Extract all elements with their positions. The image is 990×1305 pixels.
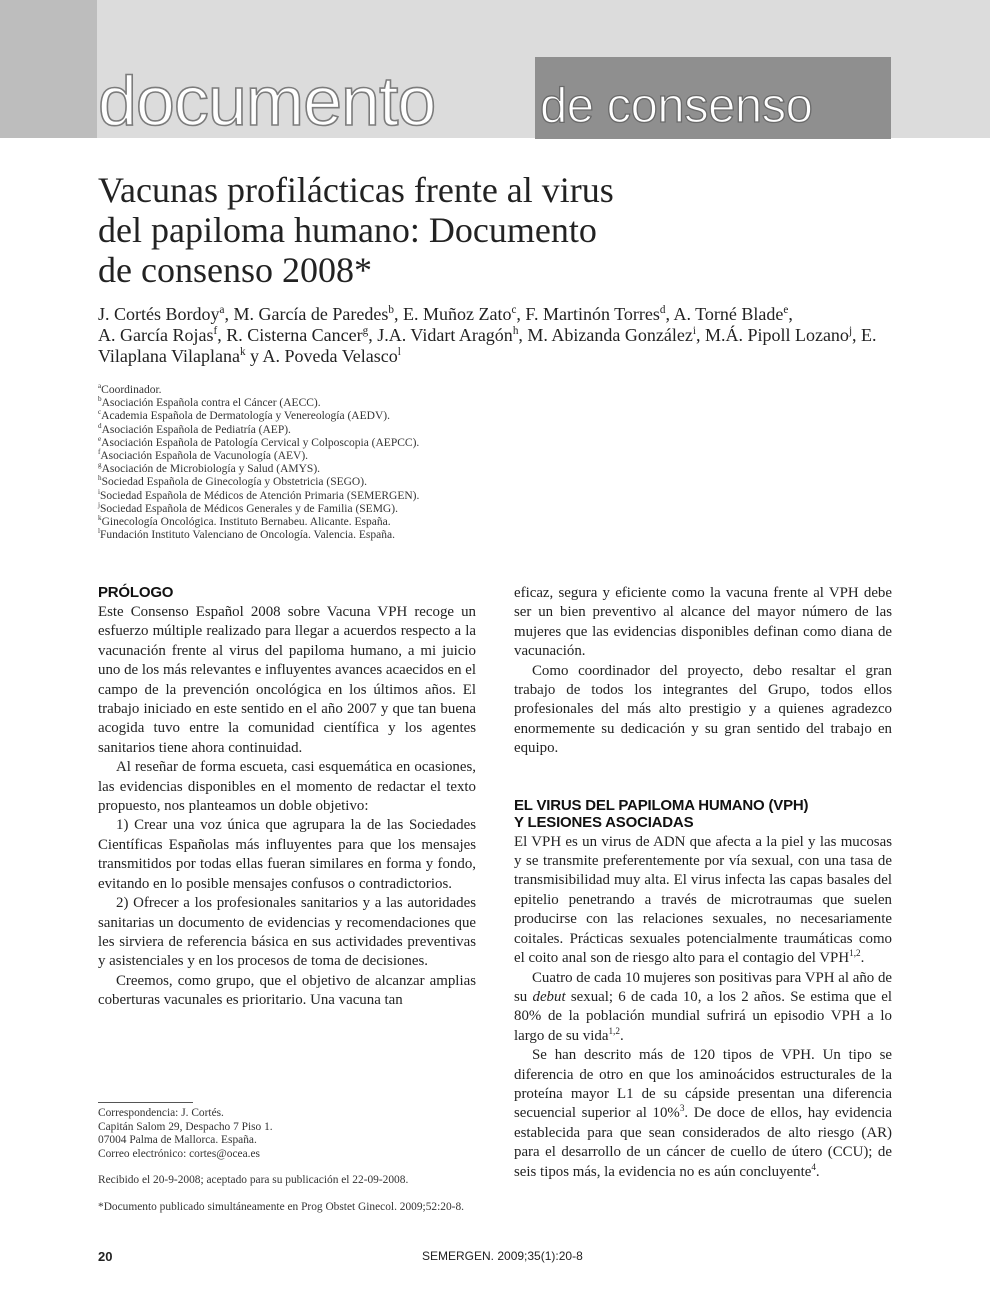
paragraph: Cuatro de cada 10 mujeres son positivas para VPH al año de su debut sexual; 6 de cada 10, a los 2 años. Se estima que el 80% de la población mundial sufrirá un episodio VPH a lo largo de su vida$^{1,2}$. [514, 969, 892, 1044]
author: J.A. Vidart Aragón [377, 325, 513, 345]
paragraph: eficaz, segura y eficiente como la vacuna frente al VPH debe ser un bien preventivo al alcance del mayor número de las mujeres que las evidencias disponibles definan como diana de vacunación. [514, 585, 892, 660]
paragraph: Creemos, como grupo, que el objetivo de alcanzar amplias coberturas vacunales es prioritario. Una vacuna tan [98, 972, 476, 1009]
paragraph: Este Consenso Español 2008 sobre Vacuna VPH recoge un esfuerzo múltiple realizado para llegar a acuerdos respecto a la vacunación frente al virus del papiloma humano, a mi juicio uno de los más relevantes e influyentes avances acaecidos en el campo de la prevención oncológica en los últimos años. El trabajo iniciado en este sentido en el año 2007 y que tan buena acogida tuvo entre la comunidad científica y los agentes sanitarios tiene ahora continuidad. [98, 604, 476, 756]
affiliation: $^i$Sociedad Española de Médicos de Atención Primaria (SEMERGEN). [98, 487, 420, 502]
left-column [98, 584, 476, 1011]
author-list: J. Cortés Bordoy$^a$, M. García de Paredes$^b$, E. Muñoz Zato$^c$, F. Martinón Torres$^d$, A. Torné Blade$^e$, A. García Rojas$^f$, R. Cisterna Cancer$^g$, J.A. Vidart Aragón$^h$, M. Abizanda González$^i$, M.Á. Pipoll Lozano$^j$, E. Vilaplana Vilaplana$^k$ y A. Poveda Velasco$^l$ [98, 304, 877, 366]
paragraph: 2) Ofrecer a los profesionales sanitarios y a las autoridades sanitarias un documento de evidencias y recomendaciones que les sirviera de referencia básica en sus actividades preventivas y asistenciales y en los procesos de toma de decisiones. [98, 895, 476, 970]
author: M. Abizanda González [527, 325, 693, 345]
correspondence: Correspondencia: J. Cortés. Capitán Salom 29, Despacho 7 Piso 1. 07004 Palma de Mallorca. España. Correo electrónico: cortes@ocea.es [98, 1107, 273, 1160]
author: E. Muñoz Zato [402, 304, 512, 324]
journal-citation: SEMERGEN. 2009;35(1):20-8 [422, 1249, 583, 1263]
affiliation: $^d$Asociación Española de Pediatría (AEP). [98, 421, 291, 436]
affiliation: $^b$Asociación Española contra el Cáncer (AECC). [98, 395, 321, 410]
paragraph: El VPH es un virus de ADN que afecta a la piel y las mucosas y se transmite preferentemente por vía sexual, con una tasa de transmisibilidad muy alta. El virus infecta las capas basales del epitelio penetrando a través de microtraumas que suelen producirse con las relaciones sexuales, no necesariamente coitales. Prácticas sexuales potencialmente traumáticas como el coito anal son de riesgo alto para el contagio del VPH$^{1,2}$. [514, 833, 892, 967]
section-heading-prologo: PRÓLOGO [98, 584, 174, 601]
author: A. Torné Blade [673, 304, 784, 324]
affiliation: $^a$Coordinador. [98, 382, 162, 396]
affiliation: $^c$Academia Española de Dermatología y Venereología (AEDV). [98, 408, 390, 423]
paragraph: Se han descrito más de 120 tipos de VPH. Un tipo se diferencia de otro en que los aminoácidos estructurales de la proteína mayor L1 de su cápside presentan una diferencia secuencial superior al 10%$^3$. De doce de ellos, hay evidencia establecida para que sean considerados de alto riesgo (AR) para el desarrollo de un cáncer de cuello de útero (CCU); de seis tipos más, la evidencia no es aún concluyente$^4$. [514, 1047, 892, 1180]
header-corner-block [0, 0, 97, 138]
section-label-documento: documento [98, 62, 436, 140]
author: E. Vilaplana Vilaplana [98, 325, 877, 366]
right-column [514, 584, 892, 1182]
article-title: Vacunas profilácticas frente al virus del papiloma humano: Documento de consenso 2008* [98, 170, 614, 290]
page-number: 20 [98, 1249, 113, 1264]
affiliation: $^k$Ginecología Oncológica. Instituto Bernabeu. Alicante. España. [98, 514, 391, 529]
affiliation: $^h$Sociedad Española de Ginecología y Obstetricia (SEGO). [98, 474, 367, 489]
author: A. García Rojas [98, 325, 214, 345]
affiliation: $^e$Asociación Española de Patología Cervical y Colposcopia (AEPCC). [98, 434, 420, 449]
affiliation: $^l$Fundación Instituto Valenciano de Oncología. Valencia. España. [98, 527, 395, 542]
paragraph: Al reseñar de forma escueta, casi esquemática en ocasiones, las evidencias disponibles en el momento de redactar el texto propuesto, nos planteamos un doble objetivo: [98, 759, 476, 815]
author: M. García de Paredes [233, 304, 389, 324]
affiliation: $^f$Asociación Española de Vacunología (AEV). [98, 448, 309, 463]
received-note: Recibido el 20-9-2008; aceptado para su publicación el 22-09-2008. [98, 1174, 409, 1186]
author: M.Á. Pipoll Lozano [704, 325, 849, 345]
author: J. Cortés Bordoy [98, 304, 220, 324]
affiliation: $^g$Asociación de Microbiología y Salud (AMYS). [98, 461, 321, 476]
paragraph: 1) Crear una voz única que agrupara la de las Sociedades Científicas Españolas más influyentes para que los mensajes transmitidos por todas ellas fueran similares en forma y fondo, evitando en lo posible mensajes confusos o contradictorios. [98, 817, 476, 892]
affiliations [98, 384, 658, 542]
author: R. Cisterna Cancer [226, 325, 363, 345]
author: F. Martinón Torres [525, 304, 660, 324]
footnote-divider [98, 1102, 193, 1103]
simultaneous-publication-note: *Documento publicado simultáneamente en Prog Obstet Ginecol. 2009;52:20-8. [98, 1201, 465, 1213]
section-heading-virus: EL VIRUS DEL PAPILOMA HUMANO (VPH) Y LESIONES ASOCIADAS [514, 796, 809, 831]
author: A. Poveda Velasco [262, 346, 398, 366]
affiliation: $^j$Sociedad Española de Médicos Generales y de Familia (SEMG). [98, 501, 398, 515]
paragraph: Como coordinador del proyecto, debo resaltar el gran trabajo de todos los integrantes del Grupo, todos ellos profesionales del más alto prestigio y a quienes agradezco enormemente su dedicación y su gran sentido del trabajo en equipo. [514, 662, 892, 757]
section-label-de-consenso: de consenso [540, 79, 813, 133]
